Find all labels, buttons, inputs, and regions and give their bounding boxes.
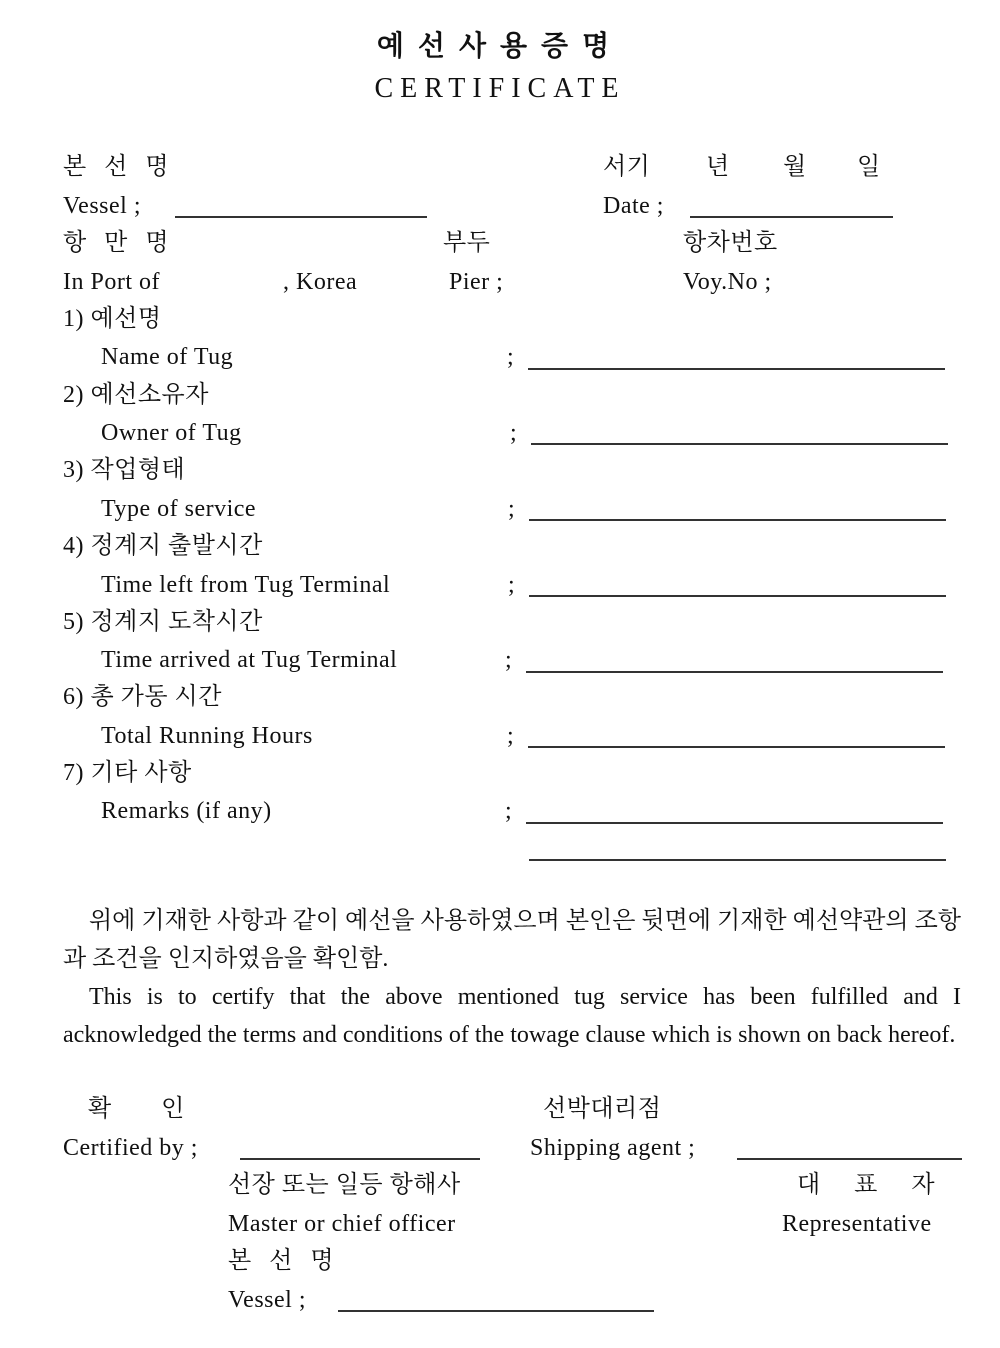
- date-label-year: 년: [706, 154, 730, 180]
- pier-label-en: Pier ;: [449, 269, 504, 295]
- item-label-en: Total Running Hours: [101, 723, 313, 749]
- shipping-agent-field[interactable]: [737, 1158, 962, 1160]
- item-label-ko: 2) 예선소유자: [63, 382, 209, 408]
- representative-label-en: Representative: [782, 1211, 932, 1237]
- vessel-label-ko: 본 선 명: [63, 154, 175, 180]
- time-arrived-field[interactable]: [526, 671, 943, 673]
- item-separator: ;: [507, 723, 515, 749]
- item-separator: ;: [508, 572, 516, 598]
- date-label-day: 일: [857, 154, 881, 180]
- item-label-en: Owner of Tug: [101, 420, 242, 446]
- item-label-en: Time arrived at Tug Terminal: [101, 647, 398, 673]
- master-label-ko: 선장 또는 일등 항해사: [228, 1172, 461, 1198]
- item-label-en: Type of service: [101, 496, 257, 522]
- vessel-field[interactable]: [175, 216, 427, 218]
- certified-by-label: Certified by ;: [63, 1135, 198, 1161]
- voyage-label-ko: 항차번호: [683, 230, 778, 256]
- certified-by-field[interactable]: [240, 1158, 480, 1160]
- item-label-ko: 6) 총 가동 시간: [63, 684, 222, 710]
- item-separator: ;: [508, 496, 516, 522]
- item-label-ko: 4) 정계지 출발시간: [63, 533, 263, 559]
- port-country: , Korea: [283, 269, 358, 295]
- date-label-seogi: 서기: [603, 154, 651, 180]
- item-label-ko: 3) 작업형태: [63, 457, 186, 483]
- item-separator: ;: [507, 344, 515, 370]
- agent-label-ko: 선박대리점: [543, 1096, 662, 1122]
- tug-owner-field[interactable]: [531, 443, 948, 445]
- master-vessel-field[interactable]: [338, 1310, 654, 1312]
- pier-label-ko: 부두: [443, 230, 491, 256]
- item-separator: ;: [510, 420, 518, 446]
- master-vessel-label-ko: 본 선 명: [228, 1248, 340, 1274]
- master-vessel-label-en: Vessel ;: [228, 1287, 306, 1313]
- vessel-label-en: Vessel ;: [63, 193, 141, 219]
- item-separator: ;: [505, 647, 513, 673]
- time-left-field[interactable]: [529, 595, 946, 597]
- date-field[interactable]: [690, 216, 893, 218]
- remarks-field-line-2[interactable]: [529, 859, 946, 861]
- item-label-en: Name of Tug: [101, 344, 234, 370]
- statement-english: This is to certify that the above mentioned tug service has been fulfilled and I acknowledged the terms and conditions of the towage clause which is shown on back hereof.: [63, 984, 961, 1048]
- voyage-label-en: Voy.No ;: [683, 269, 772, 295]
- master-label-en: Master or chief officer: [228, 1211, 456, 1237]
- confirm-label-ko: 확 인: [88, 1096, 207, 1122]
- date-label-en: Date ;: [603, 193, 664, 219]
- tug-name-field[interactable]: [528, 368, 945, 370]
- statement-korean: 위에 기재한 사항과 같이 예선을 사용하였으며 본인은 뒷면에 기재한 예선약관의 조항과 조건을 인지하였음을 확인함.: [63, 908, 961, 972]
- item-separator: ;: [505, 798, 513, 824]
- title-english: CERTIFICATE: [374, 73, 626, 104]
- running-hours-field[interactable]: [528, 746, 945, 748]
- item-label-en: Time left from Tug Terminal: [101, 572, 391, 598]
- port-label-en: In Port of: [63, 269, 160, 295]
- title-korean: 예선사용증명: [376, 31, 624, 62]
- port-label-ko: 항 만 명: [63, 230, 175, 256]
- item-label-ko: 5) 정계지 도착시간: [63, 609, 263, 635]
- item-label-ko: 7) 기타 사항: [63, 760, 192, 786]
- item-label-ko: 1) 예선명: [63, 306, 162, 332]
- date-label-month: 월: [783, 154, 807, 180]
- item-label-en: Remarks (if any): [101, 798, 272, 824]
- representative-label-ko: 대 표 자: [797, 1172, 949, 1198]
- service-type-field[interactable]: [529, 519, 946, 521]
- remarks-field-line-1[interactable]: [526, 822, 943, 824]
- shipping-agent-label: Shipping agent ;: [530, 1135, 696, 1161]
